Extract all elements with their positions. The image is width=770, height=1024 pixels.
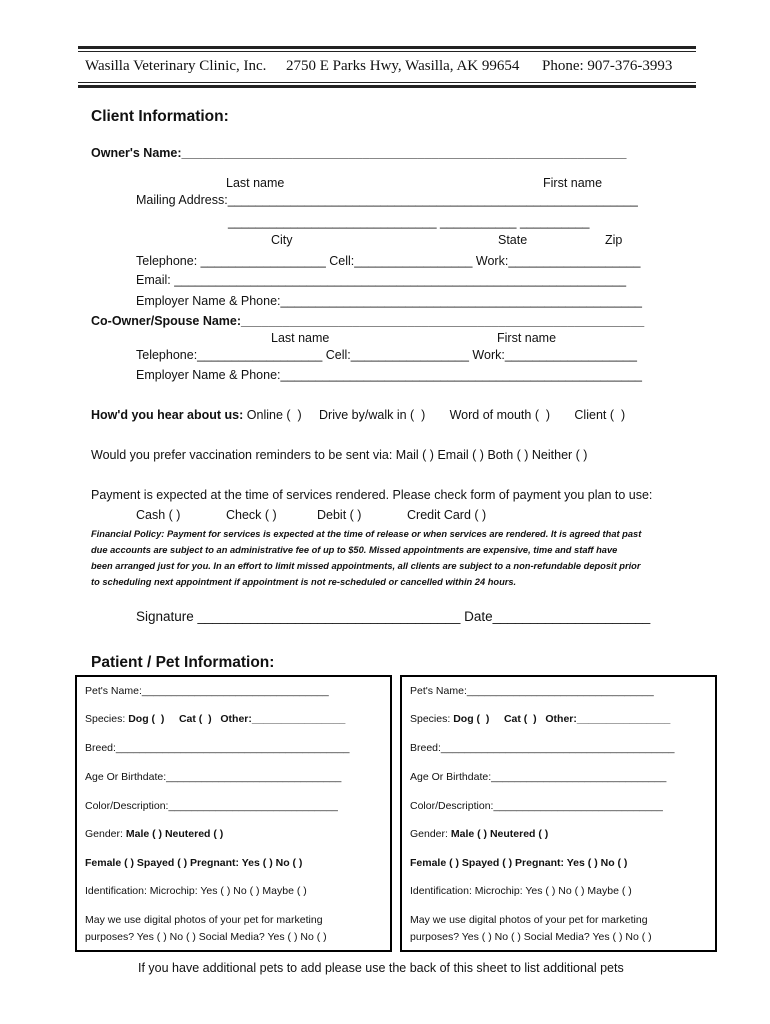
last-name-caption: Last name <box>226 176 285 190</box>
patient-heading: Patient / Pet Information: <box>91 654 275 671</box>
gender-label-2: Gender: <box>410 828 451 840</box>
footer-note: If you have additional pets to add please use the back of this sheet to list additional pets <box>138 961 624 975</box>
photos-line-1-2: May we use digital photos of your pet for marketing <box>410 914 648 926</box>
species-options[interactable]: Dog ( ) Cat ( ) Other:________________ <box>128 713 346 725</box>
breed-field[interactable]: Breed:________________________________________ <box>85 742 350 754</box>
gender-field-2[interactable] <box>410 828 548 840</box>
employer-field[interactable]: Employer Name & Phone:____________________________________________________ <box>136 294 643 308</box>
gender-label: Gender: <box>85 828 126 840</box>
mailing-address-field[interactable]: Mailing Address:___________________________________________________________ <box>136 193 638 207</box>
age-field-2[interactable]: Age Or Birthdate:______________________________ <box>410 771 667 783</box>
payment-check[interactable]: Check ( ) <box>226 508 277 522</box>
header-rule-top2 <box>78 51 696 52</box>
payment-text: Payment is expected at the time of services rendered. Please check form of payment you plan to use: <box>91 488 653 502</box>
policy-line-3: been arranged just for you. In an effort to limit missed appointments, all clients are subject to a non-refundable deposit prior <box>91 561 641 571</box>
co-first-name-caption: First name <box>497 331 557 345</box>
photos-line-2-2[interactable]: purposes? Yes ( ) No ( ) Social Media? Yes ( ) No ( ) <box>410 931 652 943</box>
photos-line-1: May we use digital photos of your pet for marketing <box>85 914 323 926</box>
header-clinic: Wasilla Veterinary Clinic, Inc. <box>85 58 267 74</box>
color-field-2[interactable]: Color/Description:_____________________________ <box>410 800 663 812</box>
female-field[interactable]: Female ( ) Spayed ( ) Pregnant: Yes ( ) No ( ) <box>85 857 303 869</box>
color-field[interactable]: Color/Description:_____________________________ <box>85 800 338 812</box>
policy-line-1: Financial Policy: Payment for services is expected at the time of release or when services are rendered. It is agreed that past <box>91 529 642 539</box>
identification-field-2[interactable]: Identification: Microchip: Yes ( ) No ( ) Maybe ( ) <box>410 885 632 897</box>
gender-options-2[interactable]: Male ( ) Neutered ( ) <box>450 828 549 840</box>
co-telephone-field[interactable]: Telephone:__________________ Cell:_________________ Work:___________________ <box>136 348 637 362</box>
financial-policy <box>91 526 641 590</box>
city-caption: City <box>271 233 293 247</box>
owner-name-label: Owner's Name:________________________________________________________________ <box>91 146 627 160</box>
photos-line-2[interactable]: purposes? Yes ( ) No ( ) Social Media? Yes ( ) No ( ) <box>85 931 327 943</box>
hear-options[interactable]: Online ( ) Drive by/walk in ( ) Word of mouth ( ) Client ( ) <box>246 408 626 422</box>
policy-line-2: due accounts are subject to an administrative fee of up to $50. Missed appointments are expensive, time and staff have <box>91 545 618 555</box>
email-field[interactable]: Email: _________________________________________________________________ <box>136 273 627 287</box>
owner-name-field[interactable] <box>91 146 626 160</box>
species-field[interactable] <box>85 713 345 725</box>
reminders-row[interactable]: Would you prefer vaccination reminders to be sent via: Mail ( ) Email ( ) Both ( ) Neither ( ) <box>91 448 588 462</box>
header-rule-top <box>78 46 696 49</box>
signature-line[interactable]: Signature ___________________________________ Date_____________________ <box>136 609 651 624</box>
header-address: 2750 E Parks Hwy, Wasilla, AK 99654 <box>286 58 520 74</box>
gender-options[interactable]: Male ( ) Neutered ( ) <box>125 828 224 840</box>
policy-line-4: to scheduling next appointment if appointment is not re-scheduled or cancelled within 24 hours. <box>91 577 517 587</box>
pet-name-field-2[interactable]: Pet's Name:________________________________ <box>410 685 654 697</box>
first-name-caption: First name <box>543 176 603 190</box>
header-rule-bottom <box>78 82 696 83</box>
pet-box-2 <box>400 675 717 952</box>
hear-row <box>91 408 625 422</box>
species-label-2: Species: <box>410 713 454 725</box>
co-last-name-caption: Last name <box>271 331 330 345</box>
client-heading: Client Information: <box>91 108 229 125</box>
co-employer-field[interactable]: Employer Name & Phone:____________________________________________________ <box>136 368 643 382</box>
hear-label: How'd you hear about us: <box>91 408 244 422</box>
payment-credit[interactable]: Credit Card ( ) <box>407 508 487 522</box>
species-options-2[interactable]: Dog ( ) Cat ( ) Other:________________ <box>453 713 671 725</box>
header-phone: Phone: 907-376-3993 <box>542 58 673 74</box>
payment-debit[interactable]: Debit ( ) <box>317 508 362 522</box>
state-caption: State <box>498 233 528 247</box>
zip-caption: Zip <box>605 233 623 247</box>
breed-field-2[interactable]: Breed:________________________________________ <box>410 742 675 754</box>
payment-cash[interactable]: Cash ( ) <box>136 508 181 522</box>
species-label: Species: <box>85 713 129 725</box>
header-rule-bottom2 <box>78 85 696 88</box>
coowner-field[interactable]: Co-Owner/Spouse Name:__________________________________________________________ <box>91 314 645 328</box>
species-field-2[interactable] <box>410 713 670 725</box>
telephone-field[interactable]: Telephone: __________________ Cell:_________________ Work:___________________ <box>136 254 641 268</box>
pet-name-field[interactable]: Pet's Name:________________________________ <box>85 685 329 697</box>
female-field-2[interactable]: Female ( ) Spayed ( ) Pregnant: Yes ( ) No ( ) <box>410 857 628 869</box>
mailing-address-line2[interactable]: ______________________________ ___________ __________ <box>228 215 590 229</box>
gender-field[interactable] <box>85 828 223 840</box>
age-field[interactable]: Age Or Birthdate:______________________________ <box>85 771 342 783</box>
pet-box-1 <box>75 675 392 952</box>
identification-field[interactable]: Identification: Microchip: Yes ( ) No ( ) Maybe ( ) <box>85 885 307 897</box>
